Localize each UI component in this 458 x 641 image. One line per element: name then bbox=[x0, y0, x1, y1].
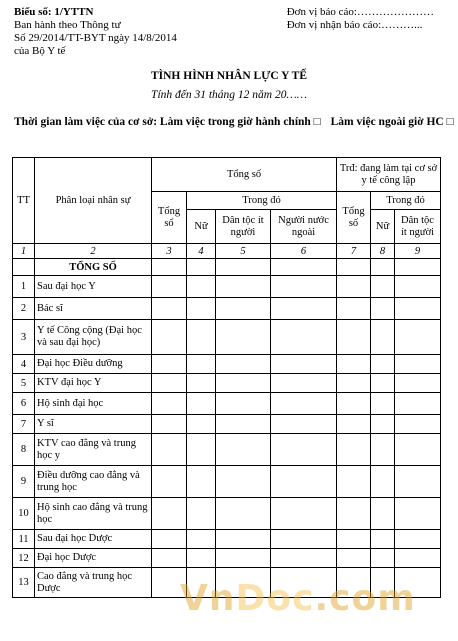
data-cell[interactable] bbox=[152, 374, 187, 393]
header-of-which: Trong đó bbox=[187, 192, 337, 210]
row-number: 13 bbox=[13, 568, 35, 598]
data-cell[interactable] bbox=[271, 498, 337, 530]
data-cell[interactable] bbox=[216, 320, 271, 355]
data-cell[interactable] bbox=[187, 466, 216, 498]
table-row bbox=[13, 530, 441, 549]
data-cell[interactable] bbox=[187, 298, 216, 320]
page-subtitle: Tính đến 31 tháng 12 năm 20…… bbox=[151, 89, 307, 101]
data-cell[interactable] bbox=[371, 498, 395, 530]
data-cell[interactable] bbox=[216, 393, 271, 415]
data-cell[interactable] bbox=[152, 298, 187, 320]
vndoc-watermark: VnDoc.com bbox=[180, 578, 416, 619]
row-number: 7 bbox=[13, 415, 35, 434]
data-cell[interactable] bbox=[187, 276, 216, 298]
data-cell[interactable] bbox=[187, 434, 216, 466]
row-number: 11 bbox=[13, 530, 35, 549]
row-category-name: Hộ sinh cao đẳng và trung học bbox=[35, 498, 152, 530]
row-category-name: Y tế Công cộng (Đại học và sau đại học) bbox=[35, 320, 152, 355]
data-cell[interactable] bbox=[395, 549, 441, 568]
data-cell[interactable] bbox=[216, 466, 271, 498]
data-cell[interactable] bbox=[216, 415, 271, 434]
data-cell[interactable] bbox=[187, 549, 216, 568]
row-category-name: Y sĩ bbox=[35, 415, 152, 434]
data-cell[interactable] bbox=[337, 530, 371, 549]
total-label: TỔNG SỐ bbox=[35, 259, 152, 276]
row-category-name: KTV đại học Y bbox=[35, 374, 152, 393]
data-cell[interactable] bbox=[395, 530, 441, 549]
data-cell[interactable] bbox=[271, 374, 337, 393]
data-cell[interactable] bbox=[216, 498, 271, 530]
row-category-name: Điều dưỡng cao đẳng và trung học bbox=[35, 466, 152, 498]
header-total-group: Tổng số bbox=[152, 158, 337, 192]
data-cell[interactable] bbox=[216, 259, 271, 276]
row-number: 10 bbox=[13, 498, 35, 530]
total-row bbox=[13, 259, 441, 276]
row-number: 6 bbox=[13, 393, 35, 415]
header-public-of-which: Trong đó bbox=[371, 192, 441, 210]
data-cell[interactable] bbox=[337, 355, 371, 374]
data-cell[interactable] bbox=[152, 498, 187, 530]
data-cell[interactable] bbox=[337, 466, 371, 498]
column-number: 5 bbox=[216, 244, 271, 259]
column-number: 8 bbox=[371, 244, 395, 259]
data-cell[interactable] bbox=[371, 466, 395, 498]
data-cell[interactable] bbox=[371, 320, 395, 355]
header-public-group: Trđ: đang làm tại cơ sở y tế công lập bbox=[337, 158, 441, 192]
data-cell[interactable] bbox=[216, 355, 271, 374]
data-cell[interactable] bbox=[395, 276, 441, 298]
data-cell[interactable] bbox=[271, 415, 337, 434]
row-category-name: Cao đẳng và trung học Dược bbox=[35, 568, 152, 598]
form-code: Biểu số: 1/YTTN bbox=[14, 6, 94, 18]
data-cell[interactable] bbox=[152, 259, 187, 276]
data-cell[interactable] bbox=[187, 259, 216, 276]
data-cell[interactable] bbox=[395, 298, 441, 320]
data-cell[interactable] bbox=[271, 276, 337, 298]
data-cell[interactable] bbox=[216, 434, 271, 466]
data-cell[interactable] bbox=[152, 530, 187, 549]
data-cell[interactable] bbox=[152, 549, 187, 568]
row-number: 3 bbox=[13, 320, 35, 355]
column-number: 9 bbox=[395, 244, 441, 259]
data-cell[interactable] bbox=[337, 374, 371, 393]
work-time bbox=[14, 114, 454, 131]
data-cell[interactable] bbox=[371, 355, 395, 374]
data-cell[interactable] bbox=[187, 530, 216, 549]
data-cell[interactable] bbox=[337, 498, 371, 530]
data-cell[interactable] bbox=[271, 393, 337, 415]
data-cell[interactable] bbox=[337, 320, 371, 355]
data-cell[interactable] bbox=[216, 374, 271, 393]
total-tt-cell bbox=[13, 259, 35, 276]
data-cell[interactable] bbox=[216, 276, 271, 298]
row-number: 2 bbox=[13, 298, 35, 320]
row-number: 12 bbox=[13, 549, 35, 568]
data-cell[interactable] bbox=[271, 549, 337, 568]
work-time-outside-option: Làm việc ngoài giờ HC □ bbox=[330, 116, 454, 128]
data-cell[interactable] bbox=[152, 466, 187, 498]
page-title: TÌNH HÌNH NHÂN LỰC Y TẾ bbox=[150, 70, 307, 82]
column-number: 3 bbox=[152, 244, 187, 259]
column-number: 6 bbox=[271, 244, 337, 259]
issued-line-3: của Bộ Y tế bbox=[14, 45, 66, 57]
data-cell[interactable] bbox=[371, 259, 395, 276]
data-cell[interactable] bbox=[216, 549, 271, 568]
row-category-name: Hộ sinh đại học bbox=[35, 393, 152, 415]
data-cell[interactable] bbox=[371, 276, 395, 298]
data-cell[interactable] bbox=[187, 355, 216, 374]
data-cell[interactable] bbox=[271, 466, 337, 498]
table-row bbox=[13, 298, 441, 320]
column-number: 7 bbox=[337, 244, 371, 259]
row-number: 4 bbox=[13, 355, 35, 374]
data-cell[interactable] bbox=[216, 530, 271, 549]
data-cell[interactable] bbox=[187, 374, 216, 393]
table-row bbox=[13, 466, 441, 498]
column-number: 4 bbox=[187, 244, 216, 259]
data-cell[interactable] bbox=[337, 259, 371, 276]
data-cell[interactable] bbox=[152, 320, 187, 355]
table-row bbox=[13, 355, 441, 374]
data-cell[interactable] bbox=[187, 498, 216, 530]
table-row bbox=[13, 320, 441, 355]
data-cell[interactable] bbox=[271, 320, 337, 355]
header-female: Nữ bbox=[187, 210, 216, 244]
data-cell[interactable] bbox=[395, 498, 441, 530]
data-cell[interactable] bbox=[371, 415, 395, 434]
staff-table bbox=[12, 157, 441, 598]
data-cell[interactable] bbox=[337, 549, 371, 568]
header-total: Tổng số bbox=[152, 192, 187, 244]
row-category-name: Bác sĩ bbox=[35, 298, 152, 320]
table-row bbox=[13, 415, 441, 434]
header-public-total: Tổng số bbox=[337, 192, 371, 244]
row-category-name: Đại học Điều dưỡng bbox=[35, 355, 152, 374]
row-number: 1 bbox=[13, 276, 35, 298]
header-category: Phân loại nhân sự bbox=[35, 158, 152, 244]
header-left bbox=[14, 6, 177, 58]
data-cell[interactable] bbox=[152, 355, 187, 374]
data-cell[interactable] bbox=[271, 355, 337, 374]
row-category-name: Đại học Dược bbox=[35, 549, 152, 568]
data-cell[interactable] bbox=[395, 320, 441, 355]
header-public-ethnic: Dân tộc ít người bbox=[395, 210, 441, 244]
table-row bbox=[13, 434, 441, 466]
table-row bbox=[13, 374, 441, 393]
row-category-name: Sau đại học Dược bbox=[35, 530, 152, 549]
table-row bbox=[13, 276, 441, 298]
data-cell[interactable] bbox=[395, 393, 441, 415]
header-tt: TT bbox=[13, 158, 35, 244]
data-cell[interactable] bbox=[271, 298, 337, 320]
header-public-female: Nữ bbox=[371, 210, 395, 244]
data-cell[interactable] bbox=[337, 434, 371, 466]
data-cell[interactable] bbox=[371, 549, 395, 568]
data-cell[interactable] bbox=[395, 415, 441, 434]
data-cell[interactable] bbox=[395, 466, 441, 498]
data-cell[interactable] bbox=[216, 298, 271, 320]
row-number: 8 bbox=[13, 434, 35, 466]
header-ethnic-minority: Dân tộc ít người bbox=[216, 210, 271, 244]
reporting-unit: Đơn vị báo cáo:………………… bbox=[286, 6, 434, 18]
column-number: 2 bbox=[35, 244, 152, 259]
row-number: 5 bbox=[13, 374, 35, 393]
table-row bbox=[13, 549, 441, 568]
data-cell[interactable] bbox=[271, 259, 337, 276]
header-right bbox=[287, 6, 434, 32]
data-cell[interactable] bbox=[371, 434, 395, 466]
issued-line-1: Ban hành theo Thông tư bbox=[14, 19, 121, 31]
data-cell[interactable] bbox=[152, 276, 187, 298]
data-cell[interactable] bbox=[395, 434, 441, 466]
data-cell[interactable] bbox=[271, 530, 337, 549]
header-foreigner: Người nước ngoài bbox=[271, 210, 337, 244]
data-cell[interactable] bbox=[187, 393, 216, 415]
issued-line-2: Số 29/2014/TT-BYT ngày 14/8/2014 bbox=[14, 32, 177, 44]
table-row bbox=[13, 498, 441, 530]
data-cell[interactable] bbox=[337, 415, 371, 434]
data-cell[interactable] bbox=[395, 355, 441, 374]
data-cell[interactable] bbox=[371, 393, 395, 415]
data-cell[interactable] bbox=[371, 298, 395, 320]
column-number-row bbox=[13, 244, 441, 259]
data-cell[interactable] bbox=[337, 298, 371, 320]
data-cell[interactable] bbox=[271, 434, 337, 466]
table-row bbox=[13, 393, 441, 415]
row-number: 9 bbox=[13, 466, 35, 498]
data-cell[interactable] bbox=[152, 415, 187, 434]
data-cell[interactable] bbox=[187, 320, 216, 355]
data-cell[interactable] bbox=[395, 374, 441, 393]
data-cell[interactable] bbox=[395, 259, 441, 276]
data-cell[interactable] bbox=[152, 434, 187, 466]
data-cell[interactable] bbox=[371, 374, 395, 393]
column-number: 1 bbox=[13, 244, 35, 259]
row-category-name: Sau đại học Y bbox=[35, 276, 152, 298]
row-category-name: KTV cao đẳng và trung học y bbox=[35, 434, 152, 466]
data-cell[interactable] bbox=[337, 393, 371, 415]
data-cell[interactable] bbox=[371, 530, 395, 549]
receiving-unit: Đơn vị nhận báo cáo:………... bbox=[286, 19, 423, 31]
data-cell[interactable] bbox=[152, 393, 187, 415]
work-time-label: Thời gian làm việc của cơ sở: Làm việc trong giờ hành chính □ bbox=[14, 116, 321, 128]
data-cell[interactable] bbox=[337, 276, 371, 298]
data-cell[interactable] bbox=[187, 415, 216, 434]
